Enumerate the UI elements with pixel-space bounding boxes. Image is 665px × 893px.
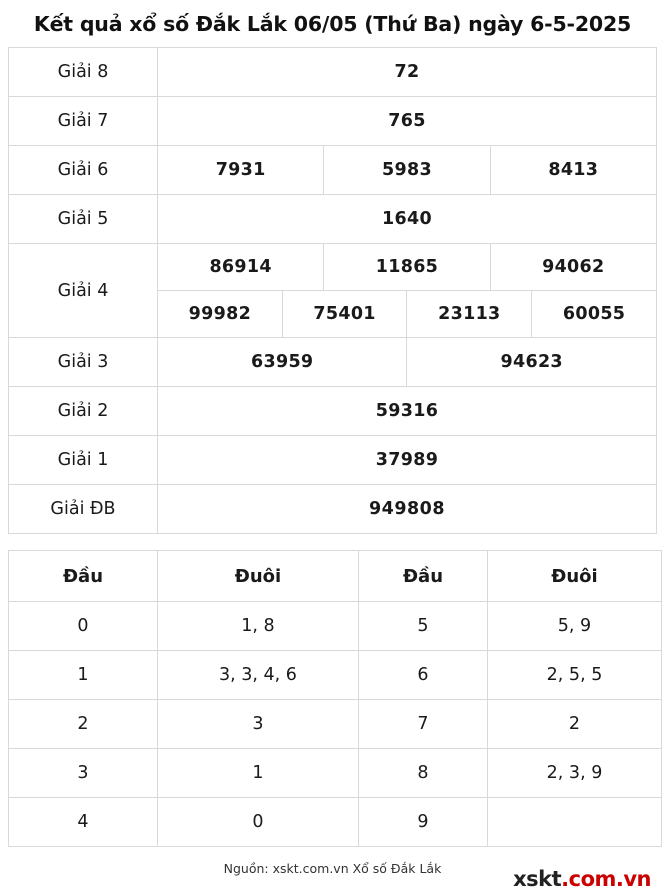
prize-row-g6 xyxy=(9,146,657,195)
page-title: Kết quả xổ số Đắk Lắk 06/05 (Thứ Ba) ngày 6-5-2025 xyxy=(33,12,632,36)
prize-value-db-0: 949808 xyxy=(158,485,657,534)
prize-label-g7: Giải 7 xyxy=(9,97,158,146)
table-row xyxy=(9,749,662,798)
prize-row-g5 xyxy=(9,195,657,244)
cell-duoi-1: 1, 8 xyxy=(158,602,359,651)
cell-dau-1: 0 xyxy=(9,602,158,651)
cell-duoi-2: 2, 5, 5 xyxy=(488,651,662,700)
prize-value-g4-1: 11865 xyxy=(324,244,490,291)
cell-dau-2: 7 xyxy=(359,700,488,749)
header-dau-1: Đầu xyxy=(9,551,158,602)
prize-label-g4: Giải 4 xyxy=(9,244,158,338)
site-logo-name: xskt xyxy=(513,867,562,891)
prize-label-g1: Giải 1 xyxy=(9,436,158,485)
prize-label-g3: Giải 3 xyxy=(9,338,158,387)
prize-value-g8-0: 72 xyxy=(158,48,657,97)
prize-label-g2: Giải 2 xyxy=(9,387,158,436)
cell-dau-2: 9 xyxy=(359,798,488,847)
prize-value-g6-0: 7931 xyxy=(158,146,324,195)
head-tail-header-row xyxy=(9,551,662,602)
prize-value-g3-1: 94623 xyxy=(407,338,657,387)
prize-label-g5: Giải 5 xyxy=(9,195,158,244)
prize-label-g6: Giải 6 xyxy=(9,146,158,195)
cell-dau-2: 5 xyxy=(359,602,488,651)
header-duoi-2: Đuôi xyxy=(488,551,662,602)
cell-duoi-1: 3, 3, 4, 6 xyxy=(158,651,359,700)
prize-results-table xyxy=(8,47,657,534)
prize-value-g6-1: 5983 xyxy=(324,146,490,195)
prize-value-g7-0: 765 xyxy=(158,97,657,146)
cell-duoi-2: 5, 9 xyxy=(488,602,662,651)
prize-value-g3-0: 63959 xyxy=(158,338,407,387)
head-tail-table xyxy=(8,550,662,847)
cell-dau-2: 6 xyxy=(359,651,488,700)
prize-label-db: Giải ĐB xyxy=(9,485,158,534)
source-note: Nguồn: xskt.com.vn Xổ số Đắk Lắk xyxy=(223,861,442,876)
page-footer xyxy=(8,853,657,893)
prize-label-g8: Giải 8 xyxy=(9,48,158,97)
prize-value-g4-4: 75401 xyxy=(282,291,407,338)
prize-value-g2-0: 59316 xyxy=(158,387,657,436)
prize-value-g5-0: 1640 xyxy=(158,195,657,244)
table-row xyxy=(9,798,662,847)
prize-row-g1 xyxy=(9,436,657,485)
table-row xyxy=(9,700,662,749)
prize-row-db xyxy=(9,485,657,534)
table-divider xyxy=(8,534,657,550)
cell-dau-2: 8 xyxy=(359,749,488,798)
prize-value-g6-2: 8413 xyxy=(490,146,656,195)
prize-row-g4-first xyxy=(9,244,657,291)
cell-dau-1: 2 xyxy=(9,700,158,749)
prize-value-g4-5: 23113 xyxy=(407,291,532,338)
prize-value-g4-2: 94062 xyxy=(490,244,656,291)
site-logo xyxy=(513,867,651,891)
table-row xyxy=(9,651,662,700)
cell-duoi-1: 3 xyxy=(158,700,359,749)
cell-duoi-2 xyxy=(488,798,662,847)
cell-dau-1: 4 xyxy=(9,798,158,847)
prize-row-g8 xyxy=(9,48,657,97)
prize-row-g2 xyxy=(9,387,657,436)
prize-value-g4-0: 86914 xyxy=(158,244,324,291)
prize-value-g4-6: 60055 xyxy=(532,291,657,338)
cell-dau-1: 3 xyxy=(9,749,158,798)
header-duoi-1: Đuôi xyxy=(158,551,359,602)
cell-duoi-1: 0 xyxy=(158,798,359,847)
prize-row-g7 xyxy=(9,97,657,146)
header-dau-2: Đầu xyxy=(359,551,488,602)
cell-duoi-2: 2, 3, 9 xyxy=(488,749,662,798)
table-row xyxy=(9,602,662,651)
prize-value-g4-3: 99982 xyxy=(158,291,283,338)
prize-value-g1-0: 37989 xyxy=(158,436,657,485)
prize-row-g3 xyxy=(9,338,657,387)
cell-duoi-1: 1 xyxy=(158,749,359,798)
site-logo-domain: .com.vn xyxy=(561,867,651,891)
cell-duoi-2: 2 xyxy=(488,700,662,749)
cell-dau-1: 1 xyxy=(9,651,158,700)
